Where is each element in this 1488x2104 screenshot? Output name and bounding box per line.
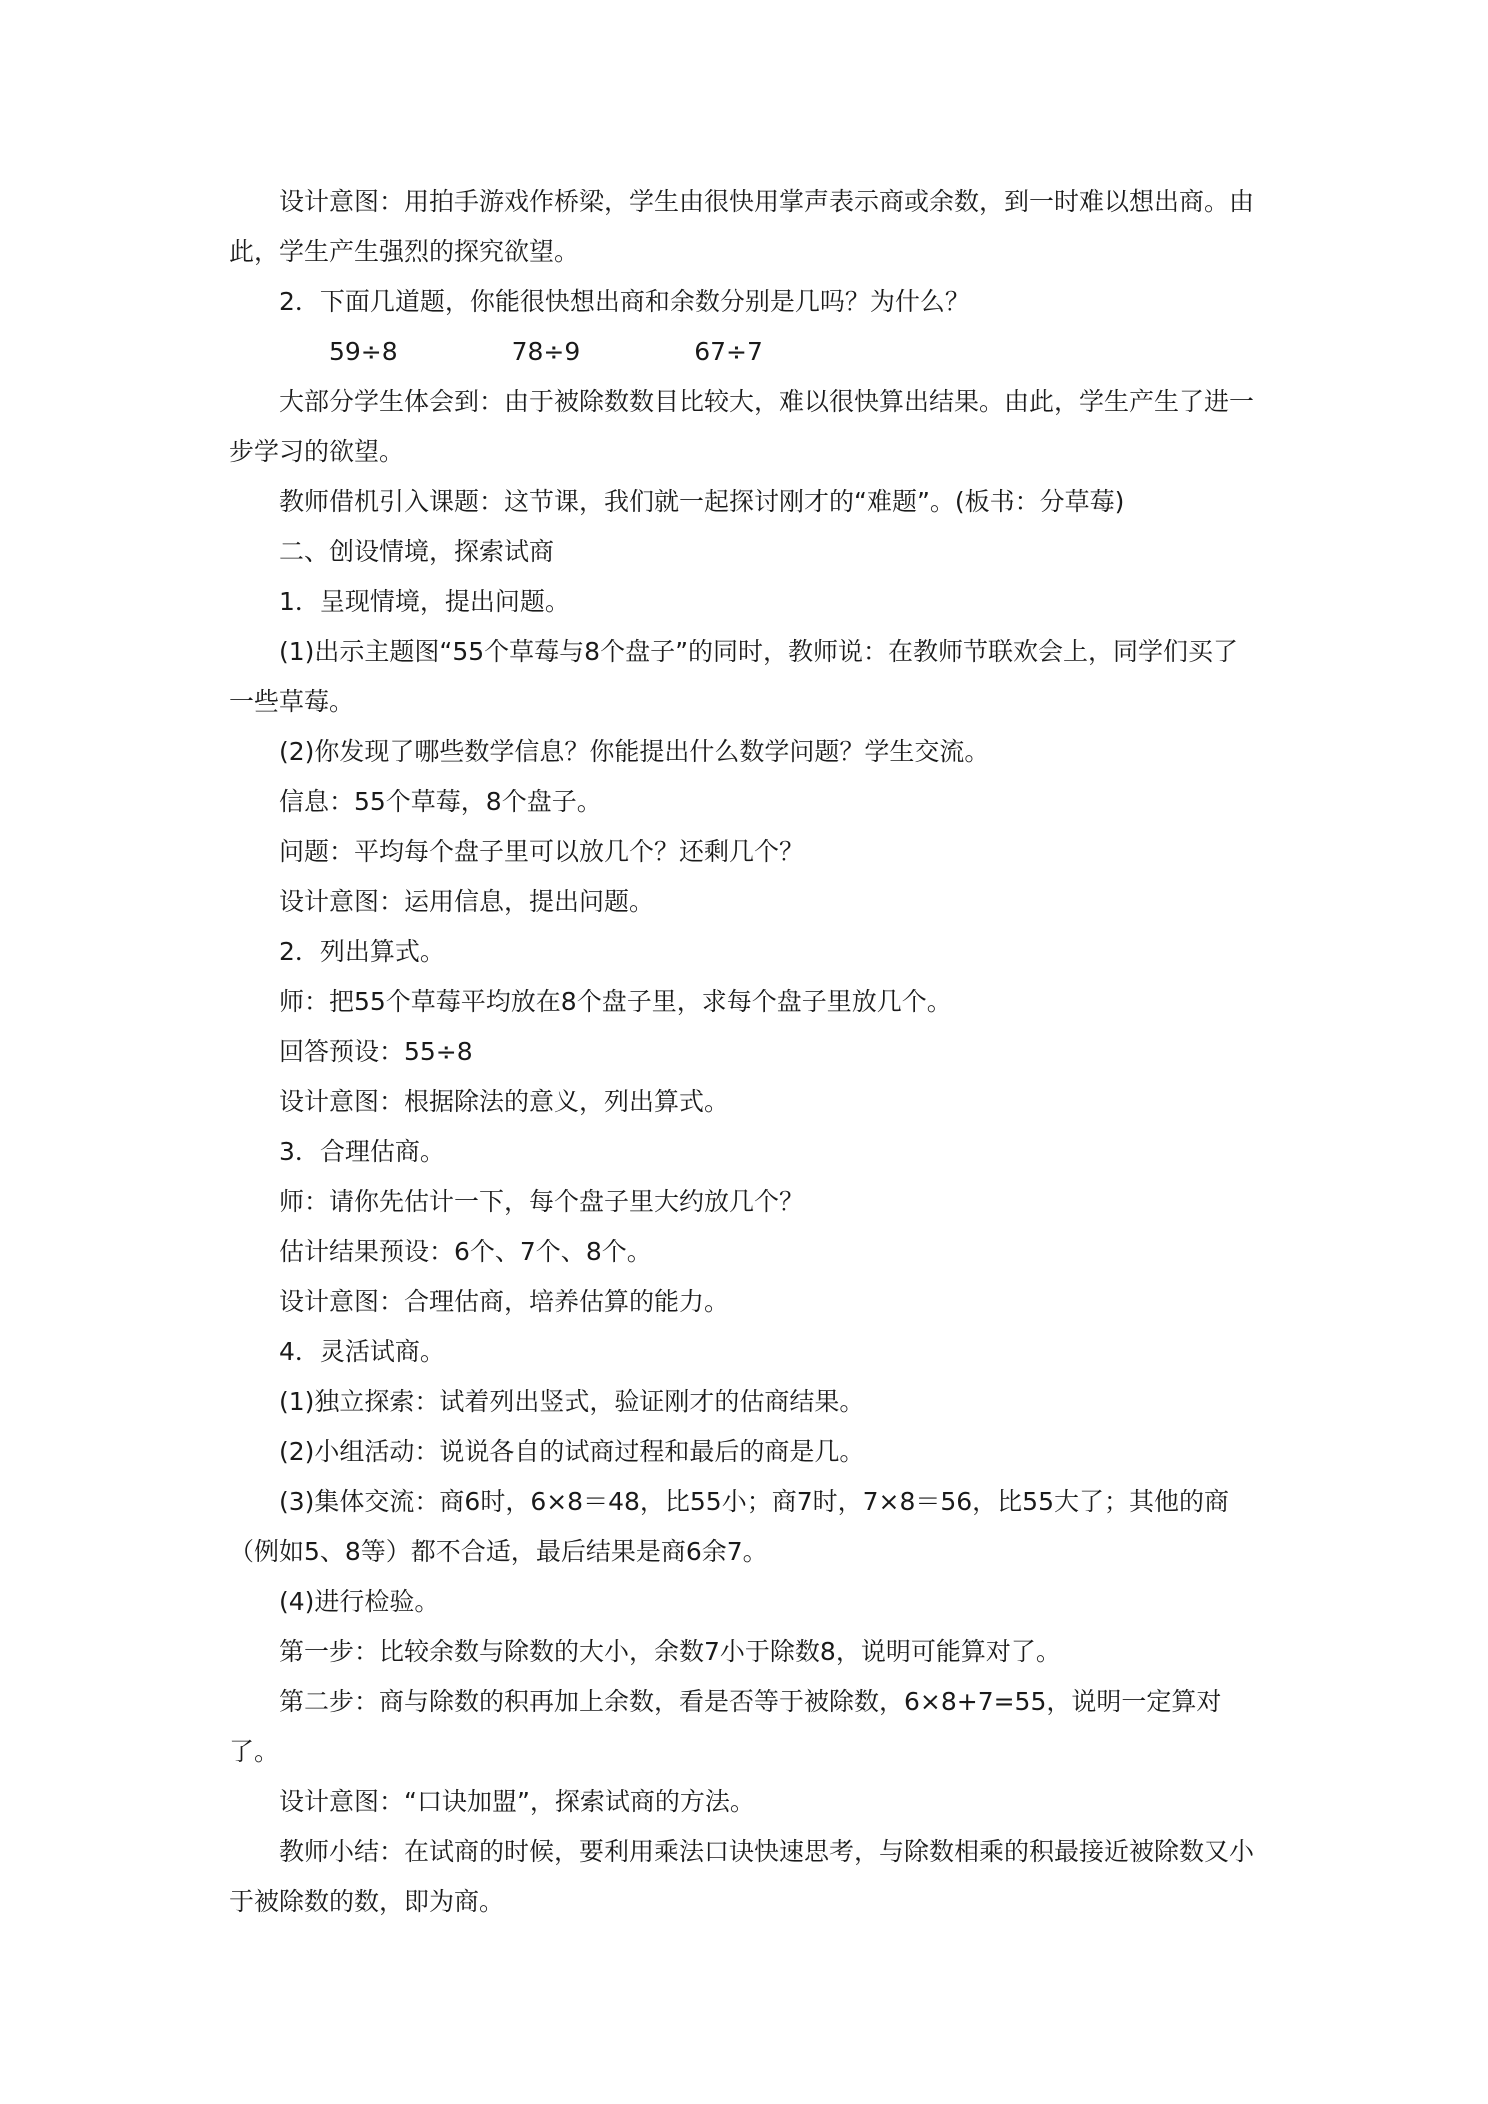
expression-item: 59÷8 — [329, 337, 398, 366]
paragraph-show-theme: (1)出示主题图“55个草莓与8个盘子”的同时，教师说：在教师节联欢会上，同学们买了一些草莓。 — [229, 637, 1239, 716]
step-heading: 1．呈现情境，提出问题。 — [279, 587, 570, 616]
step-heading: 4．灵活试商。 — [279, 1337, 445, 1366]
paragraph-answer-preset: 回答预设：55÷8 — [279, 1037, 473, 1066]
paragraph-info: 信息：55个草莓，8个盘子。 — [279, 787, 602, 816]
paragraph-introduce-topic: 教师借机引入课题：这节课，我们就一起探讨刚才的“难题”。(板书：分草莓) — [279, 487, 1125, 516]
paragraph-question-2: 2．下面几道题，你能很快想出商和余数分别是几吗？为什么？ — [279, 287, 970, 316]
step-heading: 3．合理估商。 — [279, 1137, 445, 1166]
paragraph-check: (4)进行检验。 — [279, 1587, 440, 1616]
paragraph-teacher-1: 师：把55个草莓平均放在8个盘子里，求每个盘子里放几个。 — [279, 987, 952, 1016]
paragraph-step-one: 第一步：比较余数与除数的大小，余数7小于除数8，说明可能算对了。 — [279, 1637, 1061, 1666]
paragraph-collective-exchange: (3)集体交流：商6时，6×8＝48，比55小；商7时，7×8＝56，比55大了；其他的商（例如5、8等）都不合适，最后结果是商6余7。 — [229, 1487, 1229, 1566]
paragraph-explore: (1)独立探索：试着列出竖式，验证刚才的估商结果。 — [279, 1387, 865, 1416]
expression-list — [229, 327, 1261, 377]
paragraph-step-two: 第二步：商与除数的积再加上余数，看是否等于被除数，6×8+7=55，说明一定算对了。 — [229, 1687, 1222, 1766]
paragraph-teacher-2: 师：请你先估计一下，每个盘子里大约放几个？ — [279, 1187, 805, 1216]
step-heading: 2．列出算式。 — [279, 937, 445, 966]
paragraph-design-intent-3: 设计意图：根据除法的意义，列出算式。 — [279, 1087, 730, 1116]
paragraph-discover-info: (2)你发现了哪些数学信息？你能提出什么数学问题？学生交流。 — [279, 737, 990, 766]
paragraph-design-intent-1: 设计意图：用拍手游戏作桥梁，学生由很快用掌声表示商或余数，到一时难以想出商。由此，学生产生强烈的探究欲望。 — [229, 187, 1255, 266]
document-body — [229, 177, 1261, 1927]
paragraph-teacher-summary: 教师小结：在试商的时候，要利用乘法口诀快速思考，与除数相乘的积最接近被除数又小于被除数的数，即为商。 — [229, 1837, 1255, 1916]
paragraph-estimate-preset: 估计结果预设：6个、7个、8个。 — [279, 1237, 652, 1266]
expression-item: 67÷7 — [694, 337, 763, 366]
paragraph-design-intent-2: 设计意图：运用信息，提出问题。 — [279, 887, 655, 916]
paragraph-design-intent-5: 设计意图：“口诀加盟”，探索试商的方法。 — [279, 1787, 755, 1816]
expression-item: 78÷9 — [511, 337, 581, 366]
section-heading: 二、创设情境，探索试商 — [279, 537, 555, 566]
paragraph-group-activity: (2)小组活动：说说各自的试商过程和最后的商是几。 — [279, 1437, 865, 1466]
paragraph-design-intent-4: 设计意图：合理估商，培养估算的能力。 — [279, 1287, 730, 1316]
paragraph-student-feeling: 大部分学生体会到：由于被除数数目比较大，难以很快算出结果。由此，学生产生了进一步学习的欲望。 — [229, 387, 1255, 466]
paragraph-problem: 问题：平均每个盘子里可以放几个？还剩几个？ — [279, 837, 805, 866]
